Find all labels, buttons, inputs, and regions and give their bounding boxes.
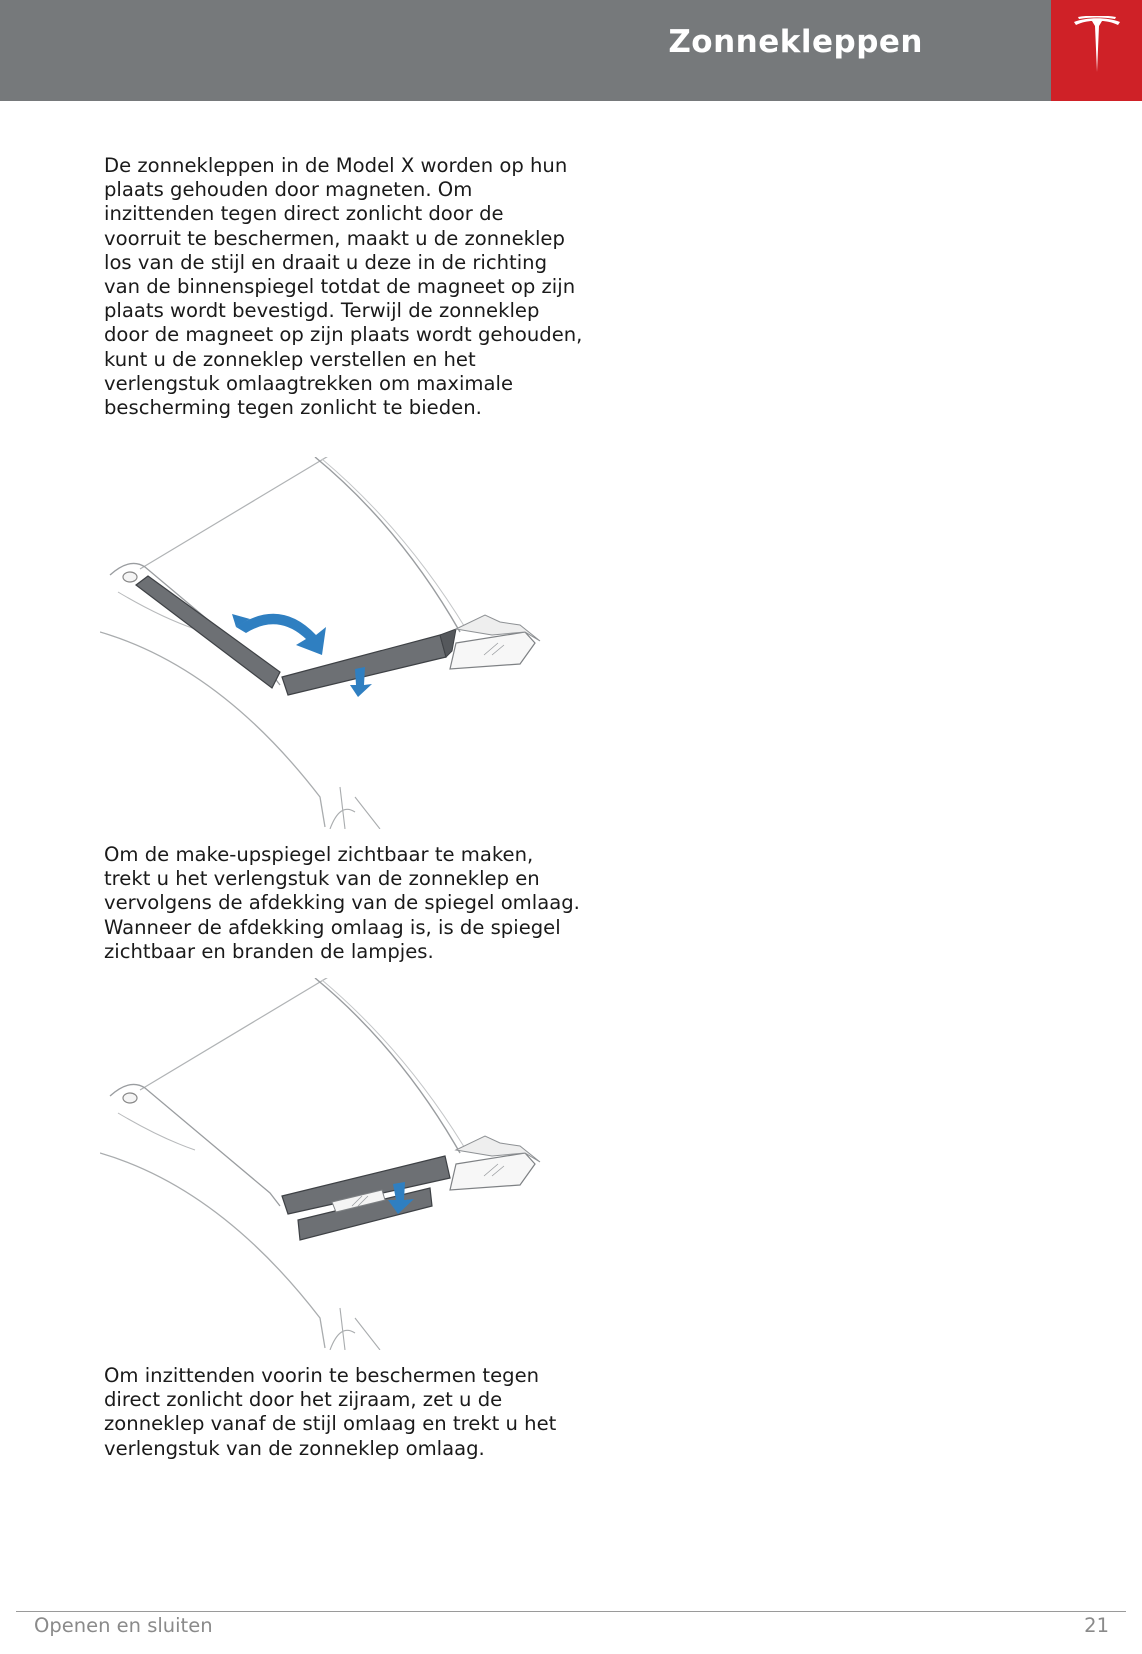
page-title: Zonnekleppen [668,24,923,60]
paragraph-vanity-mirror: Om de make-upspiegel zichtbaar te maken, trekt u het verlengstuk van de zonneklep en vervolgens de afdekking van de spiegel omlaag. Wanneer de afdekking omlaag is, is de spiegel zichtbaar en branden de lampjes. [104,843,580,963]
paragraph-side-window: Om inzittenden voorin te beschermen tegen direct zonlicht door het zijraam, zet u de zonneklep vanaf de stijl omlaag en trekt u het verlengstuk van de zonneklep omlaag. [104,1364,557,1460]
footer-section-title: Openen en sluiten [34,1614,213,1637]
vanity-mirror-illustration [100,978,570,1350]
footer-divider [16,1611,1126,1612]
tesla-logo-icon [1072,16,1122,74]
header-bar [0,0,1051,101]
sun-visor-rotate-illustration [100,457,570,829]
brand-logo-box [1051,0,1142,101]
page-number: 21 [1084,1614,1109,1637]
paragraph-visor-intro: De zonnekleppen in de Model X worden op hun plaats gehouden door magneten. Om inzittenden tegen direct zonlicht door de voorruit te beschermen, maakt u de zonneklep los van de stijl en draait u deze in de richting van de binnenspiegel totdat de magneet op zijn plaats wordt bevestigd. Terwijl de zonneklep door de magneet op zijn plaats wordt gehouden, kunt u de zonneklep verstellen en het verlengstuk omlaagtrekken om maximale bescherming tegen zonlicht te bieden. [104,154,583,420]
